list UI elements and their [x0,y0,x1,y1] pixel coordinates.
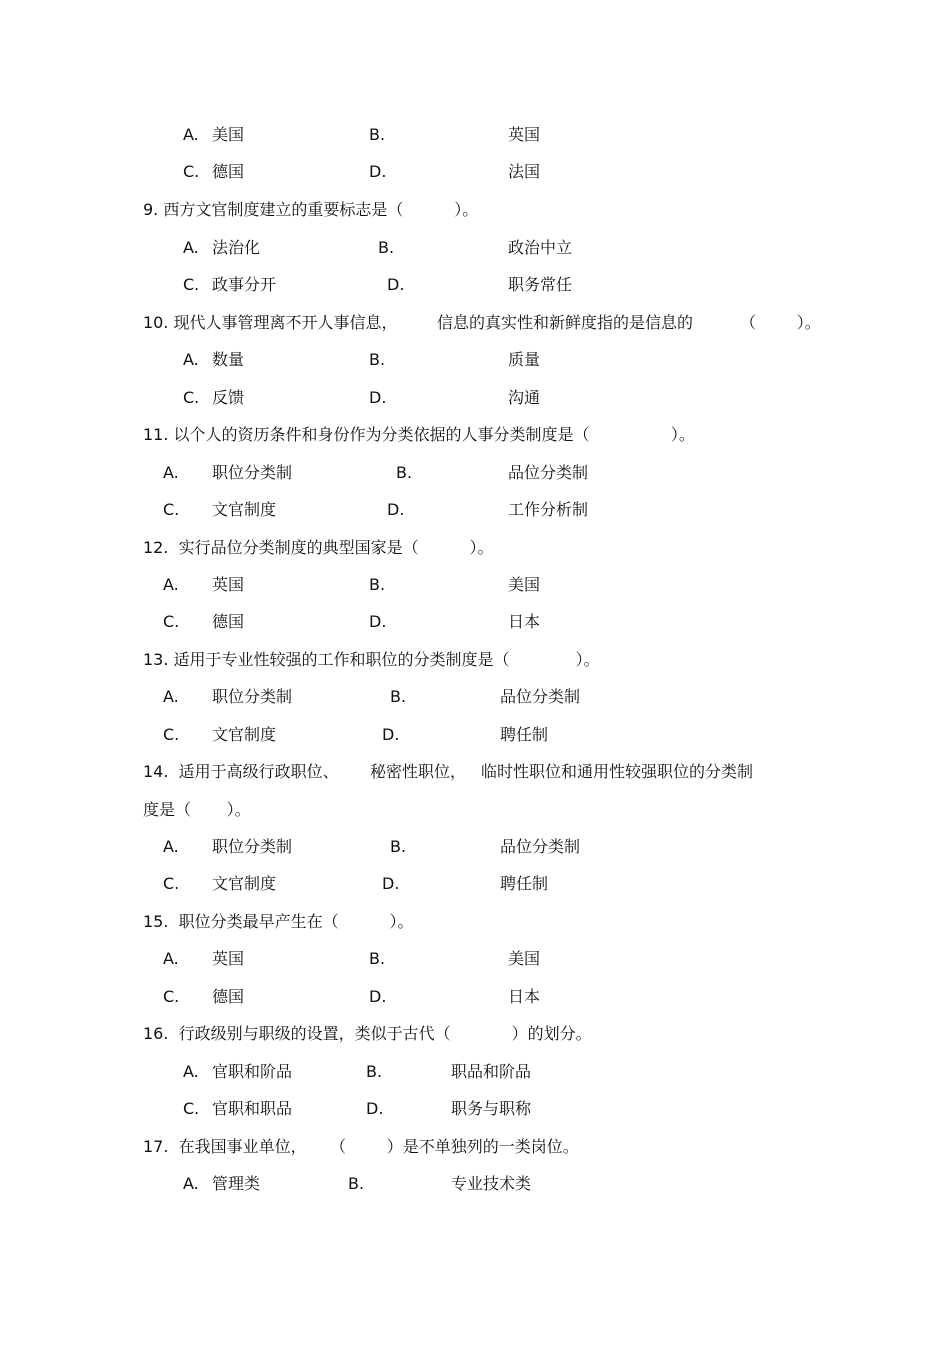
option-text: 职务与职称 [451,1099,532,1118]
option-letter: C. [183,1099,200,1118]
option-letter: B. [369,125,386,144]
option-letter: D. [382,725,400,744]
option-text: 法治化 [212,238,261,257]
option-letter: C. [163,987,180,1006]
option-letter: C. [163,874,180,893]
option-letter: A. [183,1062,199,1081]
option-text: 职位分类制 [212,687,293,706]
option-text: 英国 [508,125,541,144]
option-text: 职品和阶品 [451,1062,532,1081]
option-text: 文官制度 [212,725,277,744]
option-letter: D. [366,1099,384,1118]
option-text: 职务常任 [508,275,573,294]
option-text: 日本 [508,987,541,1006]
option-letter: A. [163,463,179,482]
option-letter: D. [387,275,405,294]
option-letter: B. [390,837,407,856]
option-text: 美国 [508,575,541,594]
question-10: 信息的真实性和新鲜度指的是信息的 [437,313,694,332]
option-letter: B. [378,238,395,257]
option-letter: A. [163,575,179,594]
option-letter: B. [390,687,407,706]
option-letter: B. [366,1062,383,1081]
option-text: 美国 [212,125,245,144]
option-text: 德国 [212,162,245,181]
option-text: 品位分类制 [500,687,581,706]
option-text: 品位分类制 [508,463,589,482]
option-letter: D. [369,162,387,181]
option-text: 职位分类制 [212,837,293,856]
option-letter: A. [163,949,179,968]
option-letter: D. [369,612,387,631]
option-letter: D. [369,388,387,407]
question-14: 临时性职位和通用性较强职位的分类制 [481,762,754,781]
option-text: 政治中立 [508,238,573,257]
option-letter: C. [163,725,180,744]
option-text: 职位分类制 [212,463,293,482]
option-text: 专业技术类 [451,1174,532,1193]
question-13: 13. 适用于专业性较强的工作和职位的分类制度是（ ）。 [143,650,600,669]
option-text: 文官制度 [212,500,277,519]
option-letter: A. [183,238,199,257]
question-17: 17. 在我国事业单位， [143,1137,307,1156]
option-letter: A. [183,125,199,144]
question-15: 15. 职位分类最早产生在（ ）。 [143,912,414,931]
option-text: 管理类 [212,1174,261,1193]
option-letter: A. [163,687,179,706]
question-11: 11. 以个人的资历条件和身份作为分类依据的人事分类制度是（ ）。 [143,425,695,444]
option-letter: B. [369,350,386,369]
option-letter: C. [163,500,180,519]
option-letter: A. [183,1174,199,1193]
option-text: 德国 [212,987,245,1006]
question-10: （ ）。 [740,313,821,332]
option-letter: C. [183,275,200,294]
option-letter: A. [183,350,199,369]
option-letter: B. [348,1174,365,1193]
option-text: 聘任制 [500,725,549,744]
question-14-continued: 度是（ ）。 [143,800,251,819]
option-text: 英国 [212,575,245,594]
question-10: 10. 现代人事管理离不开人事信息， [143,313,398,332]
option-text: 美国 [508,949,541,968]
option-letter: A. [163,837,179,856]
option-letter: B. [369,949,386,968]
option-text: 质量 [508,350,541,369]
option-text: 聘任制 [500,874,549,893]
option-text: 数量 [212,350,245,369]
option-text: 官职和阶品 [212,1062,293,1081]
option-text: 工作分析制 [508,500,589,519]
option-text: 反馈 [212,388,245,407]
option-text: 沟通 [508,388,541,407]
option-letter: B. [369,575,386,594]
option-letter: C. [183,162,200,181]
option-text: 英国 [212,949,245,968]
option-text: 日本 [508,612,541,631]
option-text: 德国 [212,612,245,631]
option-letter: D. [387,500,405,519]
option-text: 官职和职品 [212,1099,293,1118]
option-text: 品位分类制 [500,837,581,856]
option-text: 文官制度 [212,874,277,893]
question-12: 12. 实行品位分类制度的典型国家是（ ）。 [143,538,494,557]
question-16: 16. 行政级别与职级的设置，类似于古代（ ）的划分。 [143,1024,592,1043]
question-9: 9. 西方文官制度建立的重要标志是（ ）。 [143,200,479,219]
question-14: 14. 适用于高级行政职位、 [143,762,339,781]
option-letter: D. [369,987,387,1006]
option-letter: D. [382,874,400,893]
option-letter: C. [163,612,180,631]
question-14: 秘密性职位， [370,762,467,781]
option-letter: C. [183,388,200,407]
option-text: 法国 [508,162,541,181]
option-letter: B. [396,463,413,482]
question-17: （ ）是不单独列的一类岗位。 [330,1137,579,1156]
option-text: 政事分开 [212,275,277,294]
